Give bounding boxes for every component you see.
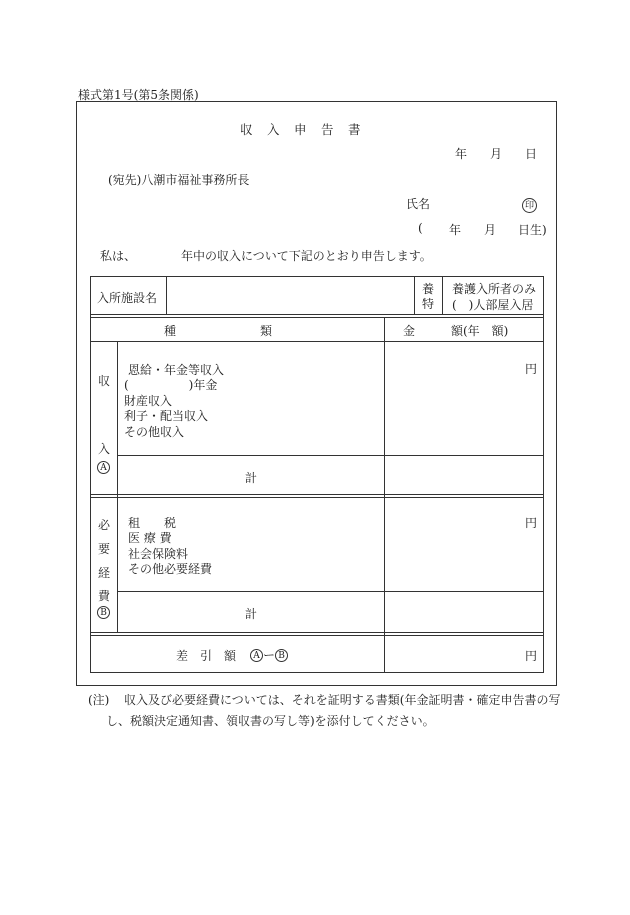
- expense-side-char-2: 要: [98, 542, 111, 556]
- birth-open-paren: (: [418, 221, 423, 235]
- row-divider: [117, 455, 544, 456]
- income-unit: 円: [525, 362, 538, 376]
- note-line-2: し、税額決定通知書、領収書の写し等)を添付してください。: [106, 714, 435, 728]
- addressee: (宛先)八潮市福祉事務所長: [108, 173, 250, 187]
- row-divider: [90, 635, 544, 636]
- expense-side-char-3: 経: [98, 566, 111, 580]
- mark-b-text: B: [97, 606, 110, 619]
- row-divider: [90, 317, 544, 318]
- declaration-suffix: 年中の収入について下記のとおり申告します。: [181, 249, 432, 263]
- diff-mark-b: B: [275, 649, 288, 662]
- row-divider: [117, 591, 544, 592]
- date-day-label: 日: [525, 147, 538, 161]
- expense-side-char-4: 費: [98, 589, 111, 603]
- expense-item-2: 医 療 費: [128, 531, 172, 545]
- income-total-label: 計: [245, 471, 258, 485]
- birth-month-label: 月: [484, 223, 497, 237]
- expense-total-label: 計: [245, 607, 258, 621]
- row-divider: [90, 632, 544, 633]
- income-item-5: その他収入: [124, 425, 185, 439]
- income-item-1: 恩給・年金等収入: [128, 363, 225, 377]
- amount-header: 金 額(年 額): [403, 324, 509, 338]
- facility-label: 入所施設名: [97, 291, 158, 305]
- col-divider: [442, 276, 443, 314]
- expense-item-4: その他必要経費: [128, 562, 213, 576]
- difference-unit: 円: [525, 649, 538, 663]
- form-title: 収 入 申 告 書: [240, 122, 362, 137]
- birth-day-label: 日生): [518, 223, 547, 237]
- date-month-label: 月: [490, 147, 503, 161]
- diff-mark-a: A: [250, 649, 263, 662]
- form-number: 様式第1号(第5条関係): [78, 88, 199, 102]
- difference-label: 差 引 額: [176, 649, 237, 663]
- name-label: 氏名: [406, 197, 431, 211]
- income-side-mark: [97, 457, 110, 476]
- income-item-2: ( )年金: [124, 378, 218, 392]
- income-item-4: 利子・配当収入: [124, 409, 209, 423]
- row-divider: [90, 494, 544, 495]
- birth-year-label: 年: [449, 223, 462, 237]
- diff-minus: ー: [263, 648, 276, 662]
- support-label: 養 特: [422, 282, 435, 311]
- row-divider: [90, 314, 544, 315]
- row-divider: [90, 497, 544, 498]
- income-side-char-1: 収: [98, 374, 111, 388]
- date-year-label: 年: [455, 147, 468, 161]
- income-item-3: 財産収入: [124, 394, 173, 408]
- expense-item-3: 社会保険料: [128, 547, 189, 561]
- side-col-divider: [117, 341, 118, 632]
- expense-unit: 円: [525, 516, 538, 530]
- expense-side-char-1: 必: [98, 518, 111, 532]
- type-header: 種 類: [164, 324, 273, 338]
- row-divider: [90, 341, 544, 342]
- declaration-prefix: 私は、: [100, 249, 137, 263]
- difference-formula: [250, 646, 288, 663]
- col-divider: [414, 276, 415, 314]
- mark-a-text: A: [97, 461, 110, 474]
- seal-mark: [522, 193, 537, 213]
- seal-text: 印: [522, 198, 537, 213]
- support-note-line2: ( )人部屋入居: [452, 298, 534, 312]
- amount-col-divider: [384, 317, 385, 673]
- note-prefix: (注): [88, 693, 110, 707]
- col-divider: [166, 276, 167, 314]
- note-line-1: 収入及び必要経費については、それを証明する書類(年金証明書・確定申告書の写: [124, 693, 561, 707]
- income-side-char-2: 入: [98, 442, 111, 456]
- support-note-line1: 養護入所者のみ: [452, 282, 537, 296]
- expense-side-mark: [97, 602, 110, 621]
- expense-item-1: 租 税: [128, 516, 177, 530]
